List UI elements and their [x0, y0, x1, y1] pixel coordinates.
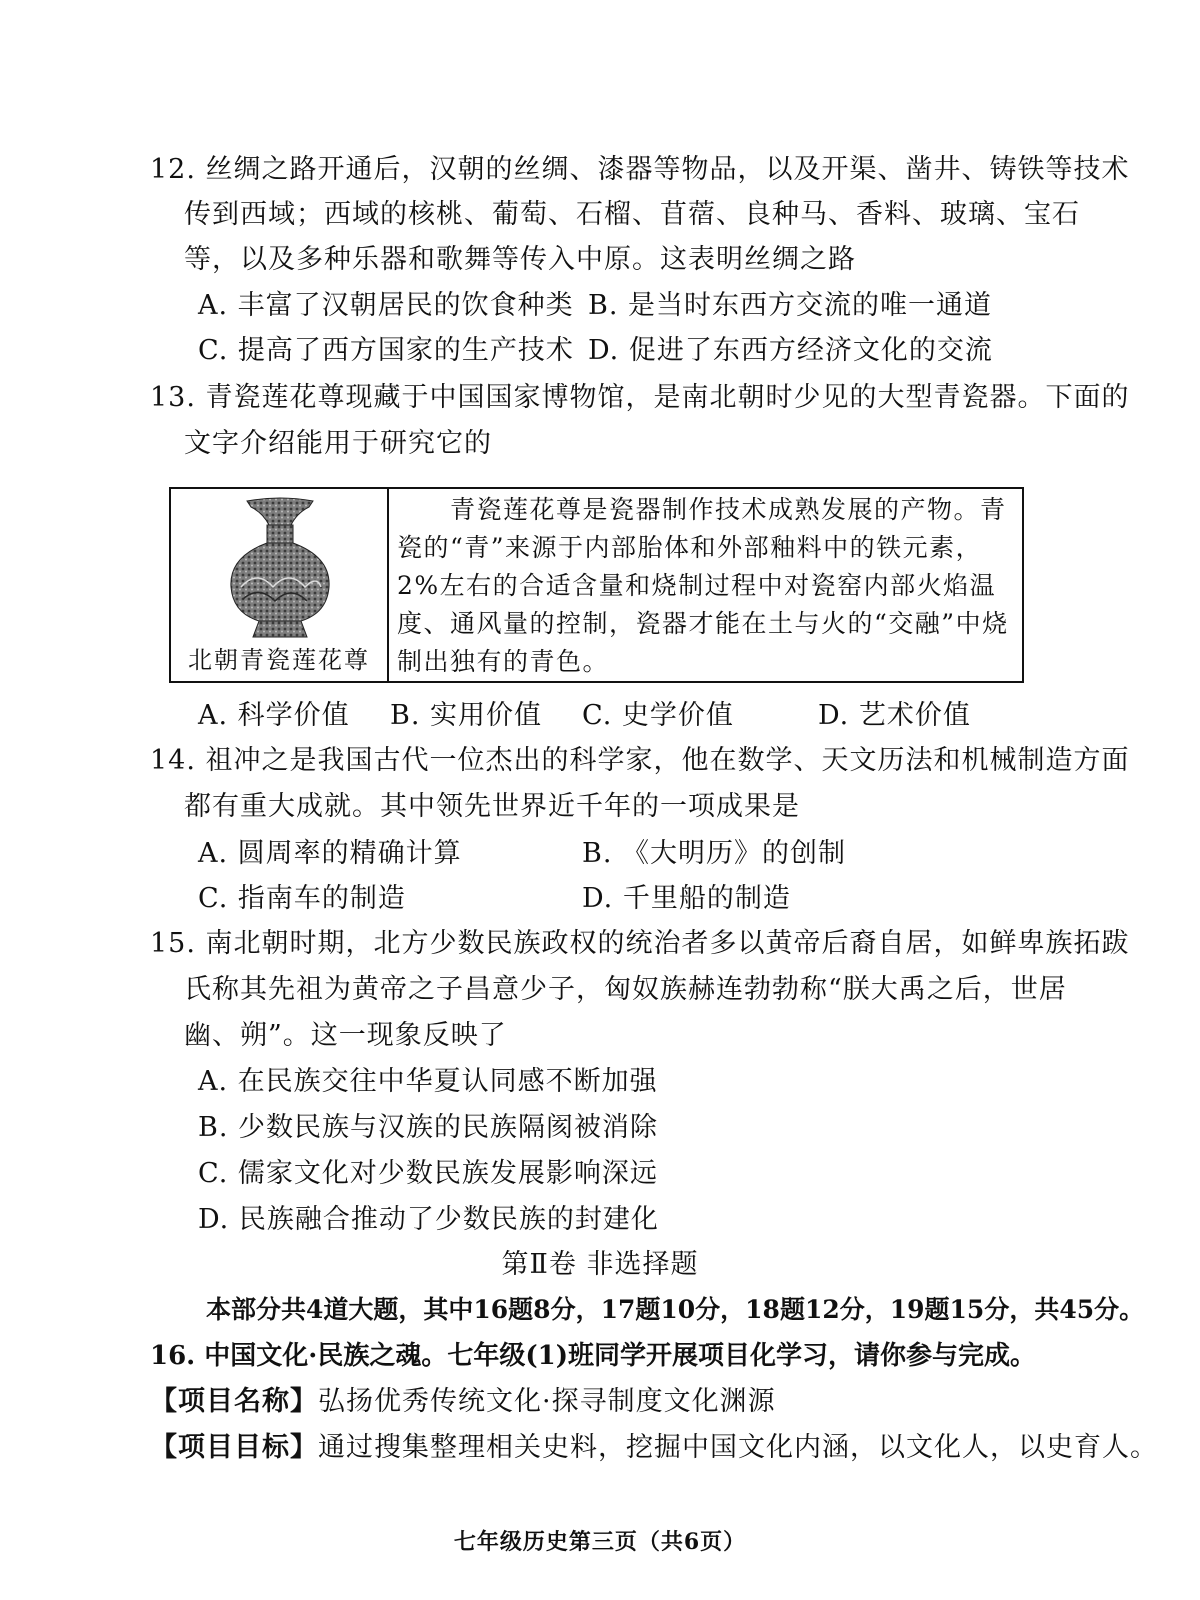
q14-option-c: C. 指南车的制造 [198, 883, 406, 914]
q16-line1: 16. 中国文化·民族之魂。七年级(1)班同学开展项目化学习，请你参与完成。 [150, 1341, 1037, 1371]
q16-project-name [150, 1380, 776, 1424]
q14-option-d: D. 千里船的制造 [582, 883, 791, 914]
project-name-value: 弘扬优秀传统文化·探寻制度文化渊源 [318, 1386, 776, 1417]
q12-option-d: D. 促进了东西方经济文化的交流 [588, 335, 993, 366]
q13-option-b: B. 实用价值 [390, 700, 543, 731]
section-title: 第Ⅱ卷 非选择题 [501, 1249, 699, 1280]
q16-project-goal [150, 1426, 1158, 1470]
figure-text-line: 制出独有的青色。 [397, 647, 610, 676]
q13-option-c: C. 史学价值 [582, 700, 734, 731]
q15-option-d: D. 民族融合推动了少数民族的封建化 [198, 1204, 659, 1235]
page-footer: 七年级历史第三页（共6页） [453, 1529, 747, 1555]
q14-option-a: A. 圆周率的精确计算 [198, 838, 462, 869]
q12-line2: 传到西域；西域的核桃、葡萄、石榴、苜蓿、良种马、香料、玻璃、宝石 [184, 199, 1080, 230]
figure-text-line: 2%左右的合适含量和烧制过程中对瓷窑内部火焰温 [397, 571, 997, 600]
project-goal-value: 通过搜集整理相关史料，挖掘中国文化内涵，以文化人，以史育人。 [318, 1432, 1158, 1463]
q15-option-b: B. 少数民族与汉族的民族隔阂被消除 [198, 1112, 659, 1143]
figure-caption: 北朝青瓷莲花尊 [188, 646, 370, 674]
q13-option-a: A. 科学价值 [198, 700, 350, 731]
q15-line3: 幽、朔”。这一现象反映了 [184, 1020, 507, 1051]
q12-line1: 12. 丝绸之路开通后，汉朝的丝绸、漆器等物品，以及开渠、凿井、铸铁等技术 [150, 154, 1130, 185]
project-goal-label: 【项目目标】 [150, 1432, 318, 1463]
figure-text-line: 青瓷莲花尊是瓷器制作技术成熟发展的产物。青 [397, 495, 1007, 524]
q12-line3: 等，以及多种乐器和歌舞等传入中原。这表明丝绸之路 [184, 244, 856, 275]
figure-image-cell [171, 489, 389, 681]
q13-line2: 文字介绍能用于研究它的 [184, 428, 492, 459]
section-note: 本部分共4道大题，其中16题8分，17题10分，18题12分，19题15分，共45分。 [206, 1295, 1145, 1324]
project-name-label: 【项目名称】 [150, 1386, 318, 1417]
q15-option-a: A. 在民族交往中华夏认同感不断加强 [198, 1066, 658, 1097]
figure-text-line: 度、通风量的控制，瓷器才能在土与火的“交融”中烧 [397, 609, 1009, 638]
figure-text-cell [389, 489, 1022, 681]
q13-line1: 13. 青瓷莲花尊现藏于中国国家博物馆，是南北朝时少见的大型青瓷器。下面的 [150, 382, 1130, 413]
q13-option-d: D. 艺术价值 [818, 700, 971, 731]
q14-line1: 14. 祖冲之是我国古代一位杰出的科学家，他在数学、天文历法和机械制造方面 [150, 745, 1130, 776]
q12-option-b: B. 是当时东西方交流的唯一通道 [588, 290, 993, 321]
celadon-vase-image [217, 495, 343, 641]
q14-option-b: B. 《大明历》的创制 [582, 838, 847, 869]
q15-line1: 15. 南北朝时期，北方少数民族政权的统治者多以黄帝后裔自居，如鲜卑族拓跋 [150, 928, 1130, 959]
q14-line2: 都有重大成就。其中领先世界近千年的一项成果是 [184, 791, 800, 822]
q12-option-a: A. 丰富了汉朝居民的饮食种类 [198, 290, 574, 321]
q15-line2: 氏称其先祖为黄帝之子昌意少子，匈奴族赫连勃勃称“朕大禹之后，世居 [184, 974, 1067, 1005]
figure-text-line: 瓷的“青”来源于内部胎体和外部釉料中的铁元素， [397, 533, 983, 562]
q13-figure-box [169, 487, 1024, 683]
q12-option-c: C. 提高了西方国家的生产技术 [198, 335, 574, 366]
q15-option-c: C. 儒家文化对少数民族发展影响深远 [198, 1158, 658, 1189]
